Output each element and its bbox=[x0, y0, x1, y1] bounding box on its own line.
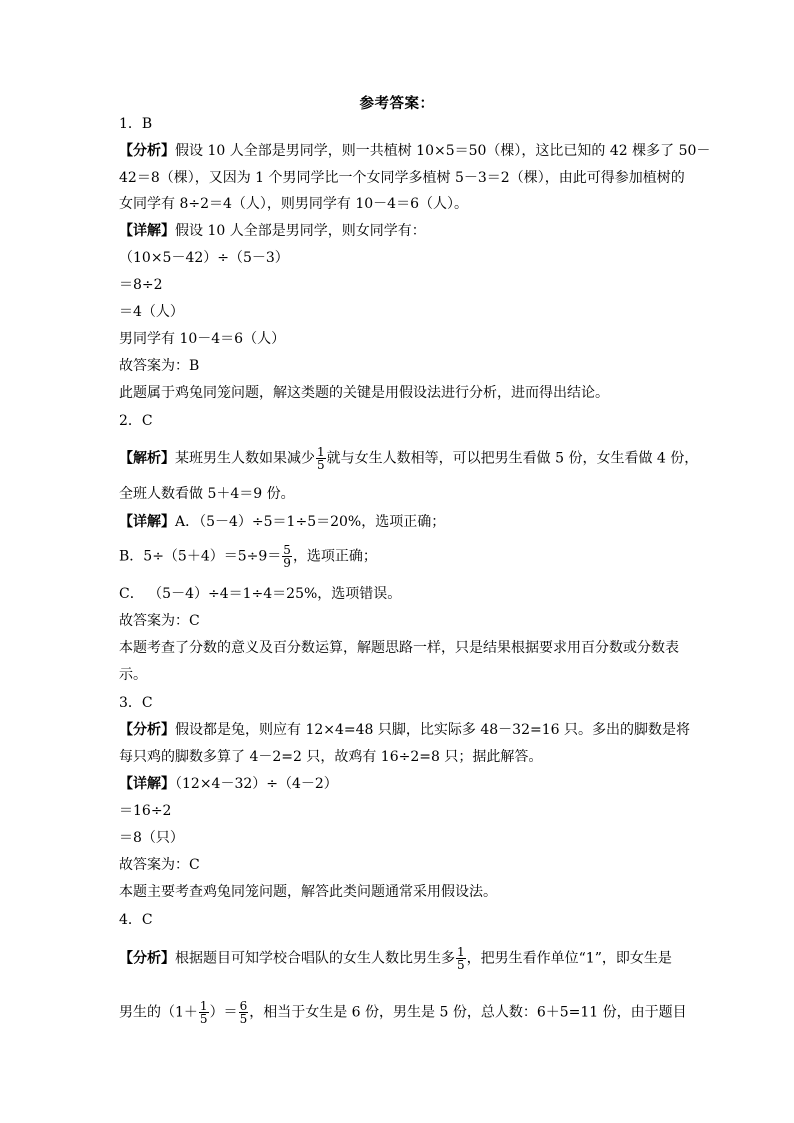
q1-analysis-line-1: 【分析】假设 10 人全部是男同学，则一共植树 10×5＝50（棵），这比已知的 42 棵多了 50－ bbox=[119, 143, 711, 159]
q1-analysis-line-3: 女同学有 8÷2＝4（人），则男同学有 10－4＝6（人）。 bbox=[119, 196, 468, 212]
q2-analysis-line-2: 全班人数看做 5＋4＝9 份。 bbox=[119, 486, 295, 502]
tag-analysis: 【分析】 bbox=[119, 722, 175, 738]
tag-detail: 【详解】 bbox=[119, 514, 175, 530]
q4-answer: 4．C bbox=[119, 912, 153, 928]
q3-comment: 本题主要考查鸡兔同笼问题，解答此类问题通常采用假设法。 bbox=[119, 884, 497, 900]
tag-analysis: 【分析】 bbox=[119, 950, 175, 967]
q3-analysis-line-2: 每只鸡的脚数多算了 4－2=2 只，故鸡有 16÷2=8 只；据此解答。 bbox=[119, 749, 543, 765]
q2-detail-line-3: C． （5－4）÷4＝1÷4＝25%，选项错误。 bbox=[119, 586, 402, 602]
q1-final-answer: 故答案为：B bbox=[119, 358, 200, 374]
fraction-one-fifth: $\frac{1}{5}$ bbox=[457, 945, 465, 972]
fraction-one-fifth: $\frac{1}{5}$ bbox=[317, 445, 325, 472]
fraction-five-ninths: $\frac{5}{9}$ bbox=[283, 543, 291, 570]
q2-detail-line-1: 【详解】A．（5－4）÷5＝1÷5＝20%，选项正确； bbox=[119, 514, 446, 530]
q3-detail-line-1: 【详解】（12×4－32）÷（4－2） bbox=[119, 776, 338, 792]
q2-answer: 2．C bbox=[119, 413, 153, 429]
tag-detail: 【详解】 bbox=[119, 776, 175, 792]
q2-comment-line-2: 示。 bbox=[119, 667, 147, 683]
q1-detail-line-2: （10×5－42）÷（5－3） bbox=[119, 250, 289, 266]
q1-comment: 此题属于鸡兔同笼问题，解这类题的关键是用假设法进行分析，进而得出结论。 bbox=[119, 385, 609, 401]
q3-final-answer: 故答案为：C bbox=[119, 857, 200, 873]
tag-detail: 【详解】 bbox=[119, 223, 175, 239]
q1-detail-line-1: 【详解】假设 10 人全部是男同学，则女同学有： bbox=[119, 223, 426, 239]
fraction-one-fifth: $\frac{1}{5}$ bbox=[199, 999, 208, 1026]
tag-analysis: 【分析】 bbox=[119, 143, 175, 159]
q1-answer: 1．B bbox=[119, 116, 153, 132]
q1-detail-line-3: ＝8÷2 bbox=[119, 277, 163, 293]
q2-final-answer: 故答案为：C bbox=[119, 613, 200, 629]
q3-analysis-line-1: 【分析】假设都是兔，则应有 12×4=48 只脚，比实际多 48－32=16 只。多出的脚数是将 bbox=[119, 722, 690, 738]
q3-detail-line-2: ＝16÷2 bbox=[119, 803, 172, 819]
q1-detail-line-4: ＝4（人） bbox=[119, 304, 184, 320]
q2-detail-line-2: B．5÷（5＋4）＝5÷9＝ $\frac{5}{9}$ ，选项正确； bbox=[119, 543, 377, 570]
tag-analysis: 【解析】 bbox=[119, 450, 175, 467]
page-title: 参考答案： bbox=[359, 95, 435, 112]
q3-answer: 3．C bbox=[119, 695, 153, 711]
q4-analysis-line-2: 男生的（1＋ $\frac{1}{5}$ ）＝ $\frac{6}{5}$ ，相当于女生是 6 份，男生是 5 份，总人数：6＋5=11 份，由于题目 bbox=[119, 999, 687, 1026]
q2-comment-line-1: 本题考查了分数的意义及百分数运算，解题思路一样，只是结果根据要求用百分数或分数表 bbox=[119, 640, 679, 656]
q1-analysis-line-2: 42＝8（棵），又因为 1 个男同学比一个女同学多植树 5－3＝2（棵），由此可得参加植树的 bbox=[119, 170, 685, 186]
fraction-six-fifths: $\frac{6}{5}$ bbox=[239, 999, 248, 1026]
q3-detail-line-3: ＝8（只） bbox=[119, 830, 184, 846]
q1-detail-line-5: 男同学有 10－4＝6（人） bbox=[119, 331, 286, 347]
q4-analysis-line-1: 【分析】根据题目可知学校合唱队的女生人数比男生多 $\frac{1}{5}$ ，把男生看作单位“1”，即女生是 bbox=[119, 945, 672, 972]
q2-analysis-line-1: 【解析】某班男生人数如果减少 $\frac{1}{5}$ 就与女生人数相等，可以把男生看做 5 份，女生看做 4 份， bbox=[119, 445, 699, 472]
